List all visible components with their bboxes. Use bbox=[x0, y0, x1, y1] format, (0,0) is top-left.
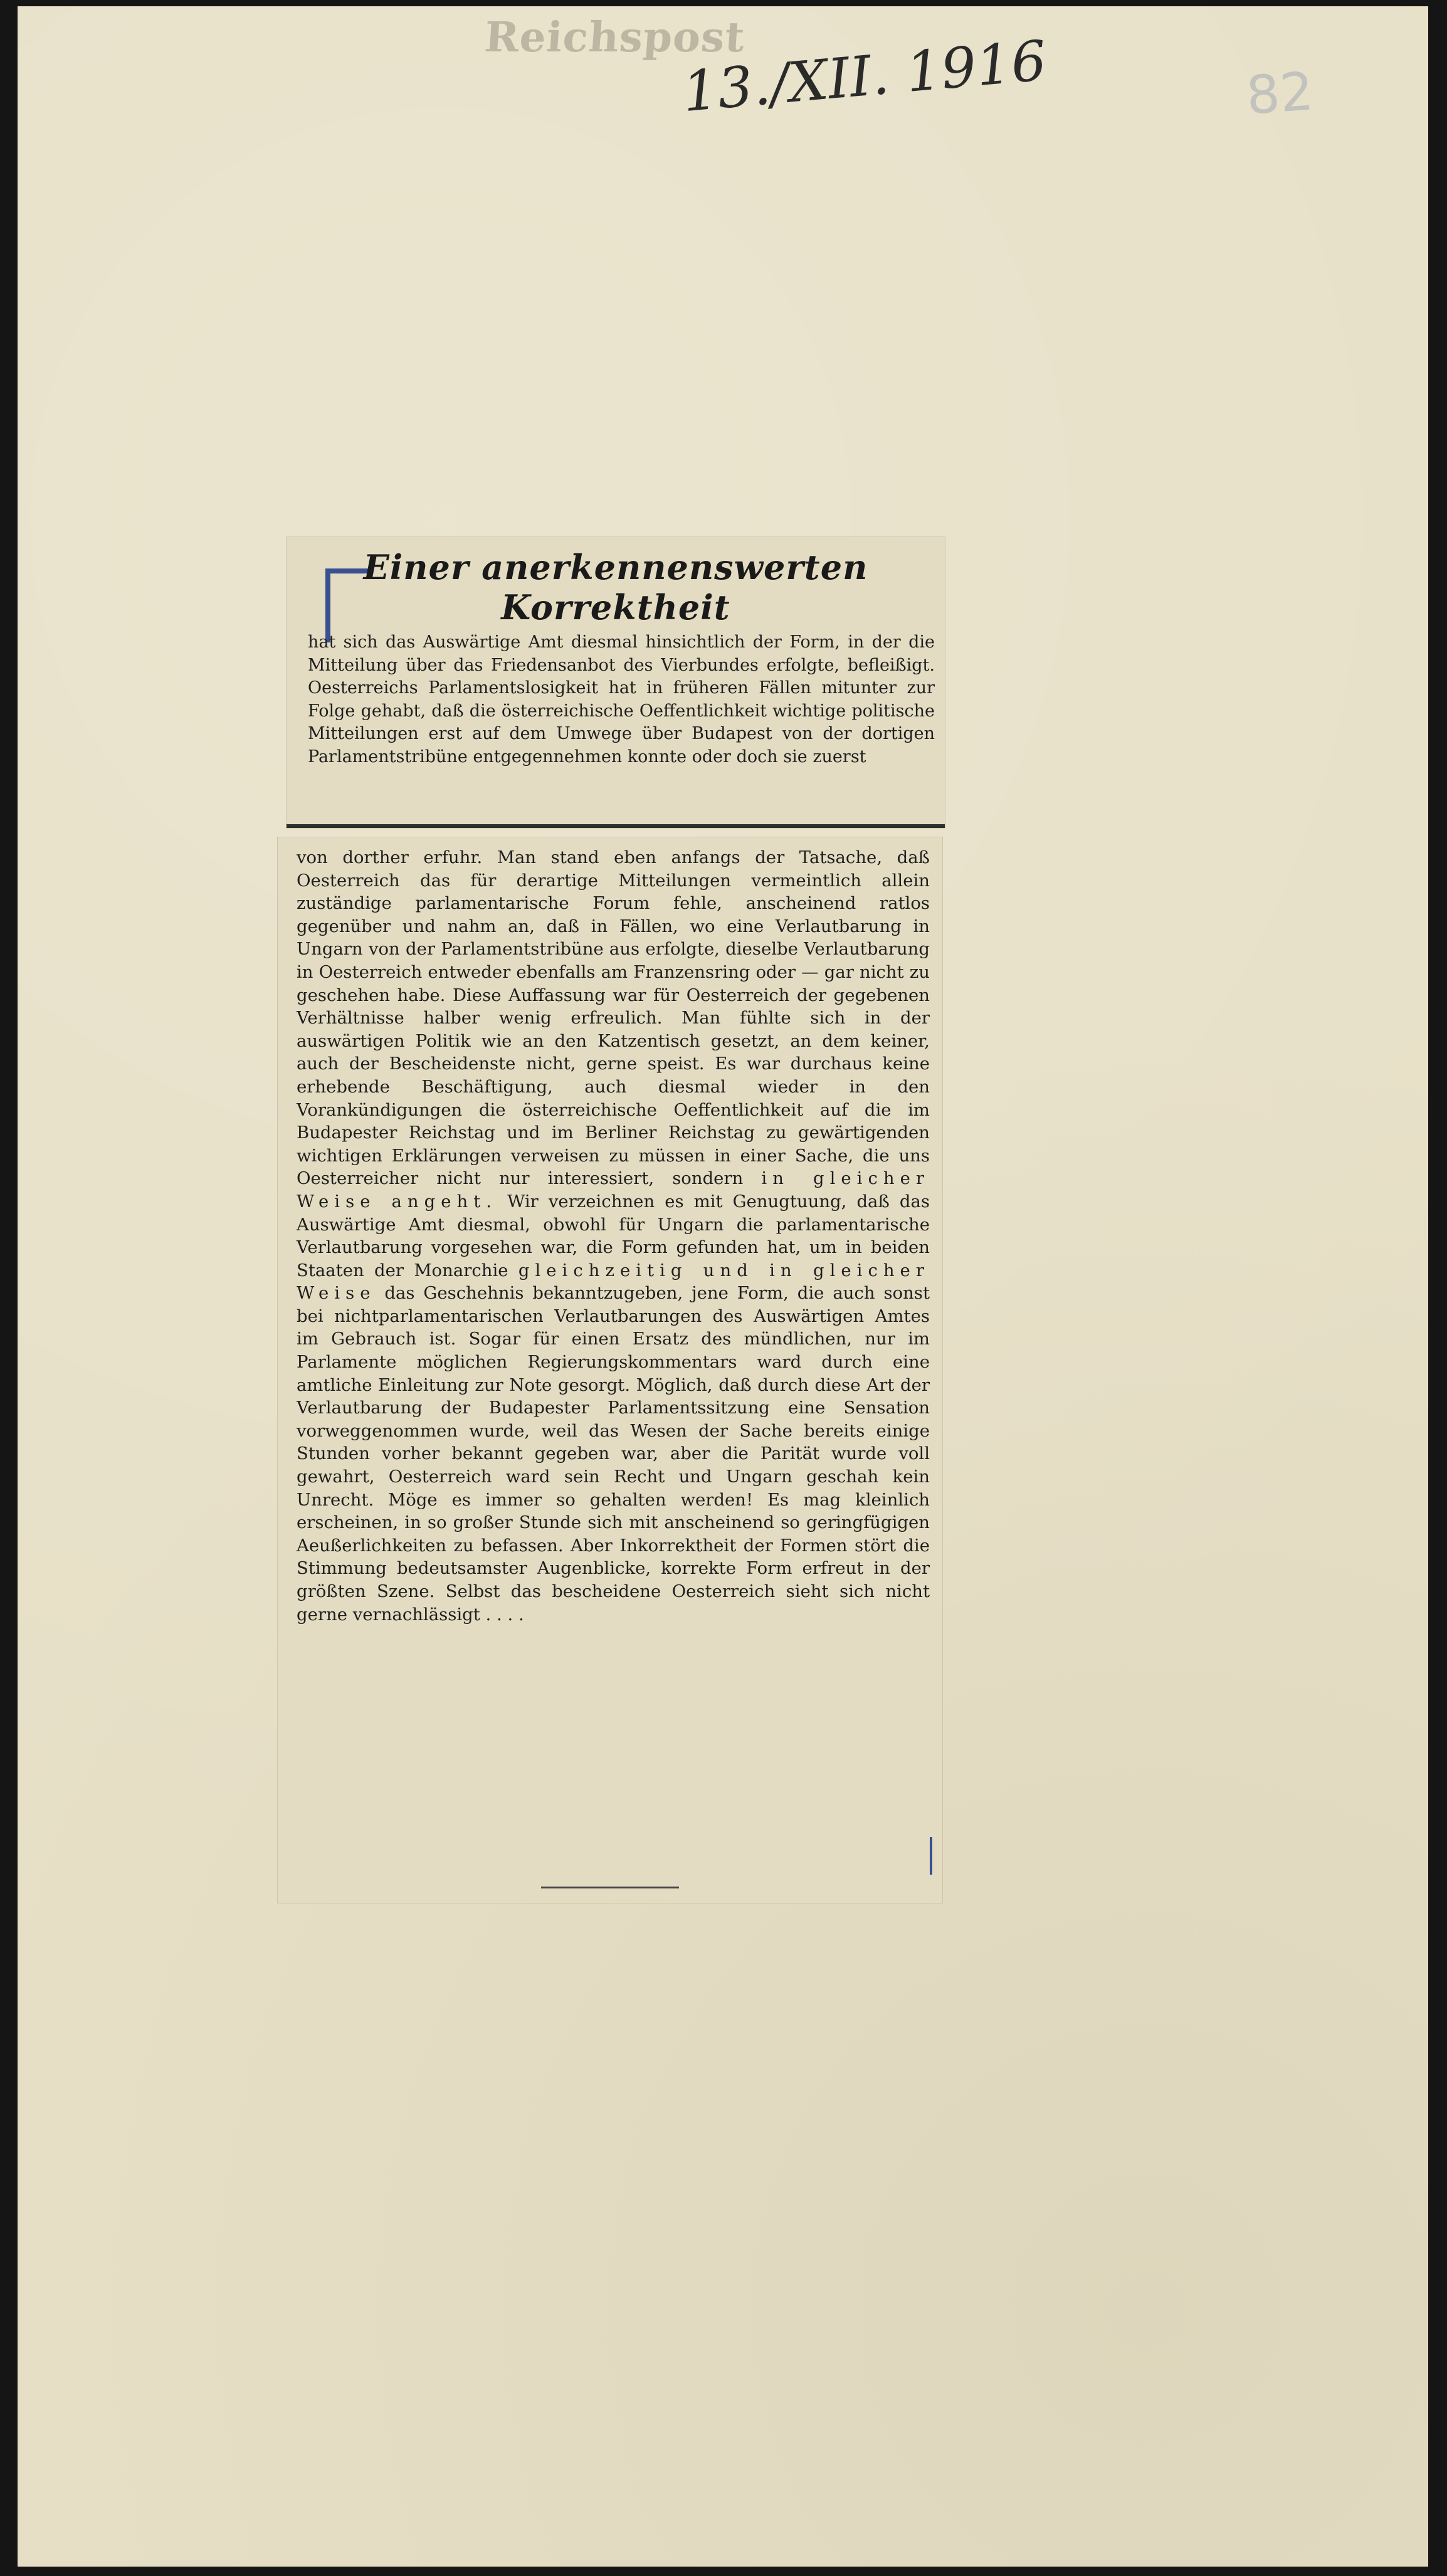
clipping-bottom bbox=[277, 837, 943, 1903]
blue-end-mark bbox=[930, 1837, 932, 1875]
article-title: Einer anerkennenswerten Korrektheit bbox=[363, 547, 868, 627]
paragraph-2-part-c: das Geschehnis bekanntzugeben, jene Form, die auch sonst bei nichtparlamentarischen Verlautbarungen des Auswärtigen Amtes im Gebrauch ist. Sogar für einen Ersatz des mündlichen, nur im Parlamente möglichen Regierungskommentars ward durch eine amtliche Einleitung zur Note gesorgt. Möglich, daß durch diese Art der Verlautbarung der Budapester Parlamentssitzung eine Sensation vorweggenommen wurde, weil das Wesen der Sache bereits einige Stunden vorher bekannt gegeben war, aber die Parität wurde voll gewahrt, Oesterreich ward sein Recht und Ungarn geschah kein Unrecht. Möge es immer so gehalten werden! Es mag kleinlich erscheinen, in so großer Stunde sich mit anscheinend so geringfügigen Aeußerlichkeiten zu befassen. Aber Inkorrektheit der Formen stört die Stimmung bedeutsamster Augenblicke, korrekte Form erfreut in der größten Szene. Selbst das bescheidene Oesterreich sieht sich nicht gerne vernachlässigt . . . . bbox=[297, 1283, 930, 1625]
clipping-top bbox=[286, 537, 945, 829]
article-paragraph-2 bbox=[297, 846, 930, 1626]
page-number: 82 bbox=[1244, 60, 1316, 127]
paragraph-2-part-b: Wir verzeichnen es mit Genugtuung, daß das Auswärtige Amt diesmal, obwohl für Ungarn die parlamentarische Verlautbarung vorgesehen war, die Form gefunden hat, um in beiden Staaten der Monarchie bbox=[297, 1191, 930, 1280]
newspaper-stamp: Reichspost bbox=[483, 13, 747, 61]
emphasis-text-1: in gleicher Weise angeht. bbox=[297, 1168, 930, 1212]
end-rule bbox=[541, 1887, 679, 1888]
divider-rule bbox=[287, 824, 945, 828]
handwritten-date: 13./XII. 1916 bbox=[680, 28, 1050, 125]
article-paragraph-1: hat sich das Auswärtige Amt diesmal hinsichtlich der Form, in der die Mitteilung über das Friedensanbot des Vierbundes erfolgte, befleißigt. Oesterreichs Parlamentslosigkeit hat in früheren Fällen mitunter zur Folge gehabt, daß die österreichische Oeffentlichkeit wichtige politische Mitteilungen erst auf dem Umwege über Budapest von der dortigen Parlamentstribüne entgegennehmen konnte oder doch sie zuerst bbox=[308, 632, 935, 767]
paragraph-2-part-a: von dorther erfuhr. Man stand eben anfangs der Tatsache, daß Oesterreich das für derartige Mitteilungen vermeintlich allein zuständige parlamentarische Forum fehle, anscheinend ratlos gegenüber und nahm an, daß in Fällen, wo eine Verlautbarung in Ungarn von der Parlamentstribüne aus erfolgte, dieselbe Verlautbarung in Oesterreich entweder ebenfalls am Franzensring oder — gar nicht zu geschehen habe. Diese Auffassung war für Oesterreich der gegebenen Verhältnisse halber wenig erfreulich. Man fühlte sich in der auswärtigen Politik wie an den Katzentisch gesetzt, an dem keiner, auch der Bescheidenste nicht, gerne speist. Es war durchaus keine erhebende Beschäftigung, auch diesmal wieder in den Vorankündigungen die österreichische Oeffentlichkeit auf die im Budapester Reichstag und im Berliner Reichstag zu gewärtigenden wichtigen Erklärungen verweisen zu müssen in einer Sache, die uns Oesterreicher nicht nur interessiert, sondern bbox=[297, 847, 930, 1189]
emphasis-text-2: gleichzeitig und in gleicher Weise bbox=[297, 1260, 930, 1304]
